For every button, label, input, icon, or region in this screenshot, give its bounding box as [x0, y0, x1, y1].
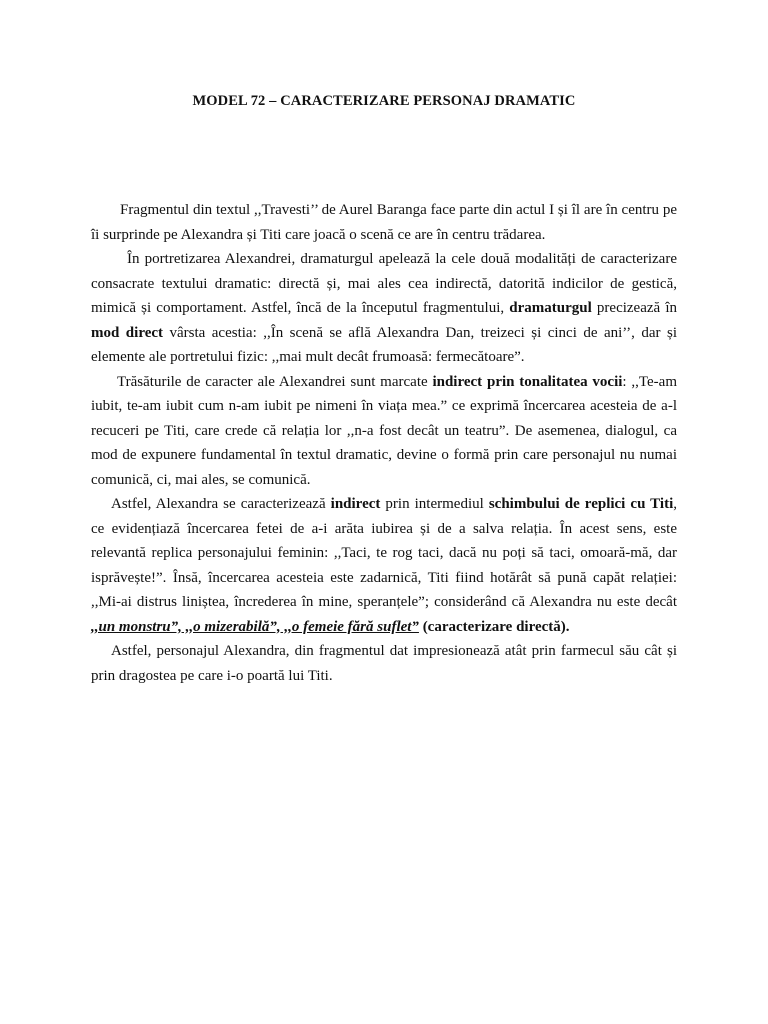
text-run: , ce evidențiază încercarea fetei de a-i arăta iubirea și de a salva relația. În acest sens, este relevantă replica personajului feminin: ,,Taci, te rog taci, dacă nu poți să taci, omoară-mă, dar isprăvește!”. Însă, încercarea acesteia este zadarnică, Titi fiind hotărât să pună capăt relației: ,,Mi-ai distrus liniștea, încrederea în mine, speranțele”; considerând că Alexandra nu este decât — [91, 496, 677, 610]
bold-text: (caracterizare directă). — [422, 618, 570, 635]
bold-text: indirect — [330, 496, 381, 512]
paragraph-dialogue — [91, 492, 677, 639]
paragraph-portrait — [91, 247, 677, 370]
text-run: Trăsăturile de caracter ale Alexandrei sunt marcate — [117, 373, 433, 390]
bold-text: indirect prin tonalitatea vocii — [432, 373, 623, 390]
text-run: Astfel, Alexandra se caracterizează — [111, 496, 331, 512]
paragraph-conclusion — [91, 639, 677, 688]
bold-text: schimbului de replici cu Titi — [488, 496, 674, 512]
bold-text: dramaturgul — [509, 300, 592, 316]
paragraph-text: Astfel, personajul Alexandra, din fragmentul dat impresionează atât prin farmecul său cât și prin dragostea pe care i-o poartă lui Titi. — [91, 643, 677, 684]
text-run: prin intermediul — [380, 496, 489, 512]
text-run: vârsta acestia: ,,În scenă se află Alexandra Dan, treizeci și cinci de ani’’, dar și elemente ale portretului fizic: ,,mai mult decât frumoasă: fermecătoare”. — [91, 324, 677, 365]
text-run: : ,,Te-am iubit, te-am iubit cum n-am iubit pe nimeni în viața mea.” ce exprimă încercarea acesteia de a-l recuceri pe Titi, care crede că relația lor ,,n-a fost decât un teatru”. De asemenea, dialogul, ca mod de expunere fundamental în textul dramatic, devine o formă prin care personajul nu numai comunică, ci, mai ales, se comunică. — [91, 373, 677, 488]
document-body — [91, 198, 677, 688]
text-run: precizează în — [591, 300, 678, 316]
paragraph-text: Fragmentul din textul ,,Travesti’’ de Aurel Baranga face parte din actul I și îl are în centru pe îi surprinde pe Alexandra și Titi care joacă o scenă ce are în centru trădarea. — [91, 202, 677, 243]
bold-italic-underlined-quote: ,,un monstru”, ,,o mizerabilă”, ,,o femeie fără suflet” — [91, 618, 419, 635]
paragraph-intro — [91, 198, 677, 247]
text-run: În portretizarea Alexandrei, dramaturgul apelează la cele două modalități de caracterizare consacrate textului dramatic: directă și, mai ales cea indirectă, datorită indicilor de gestică, mimică și comportament. Astfel, încă de la începutul fragmentului, — [91, 251, 677, 316]
paragraph-voice — [91, 370, 677, 493]
document-title: MODEL 72 – CARACTERIZARE PERSONAJ DRAMATIC — [192, 93, 576, 109]
bold-text: mod direct — [91, 324, 164, 341]
